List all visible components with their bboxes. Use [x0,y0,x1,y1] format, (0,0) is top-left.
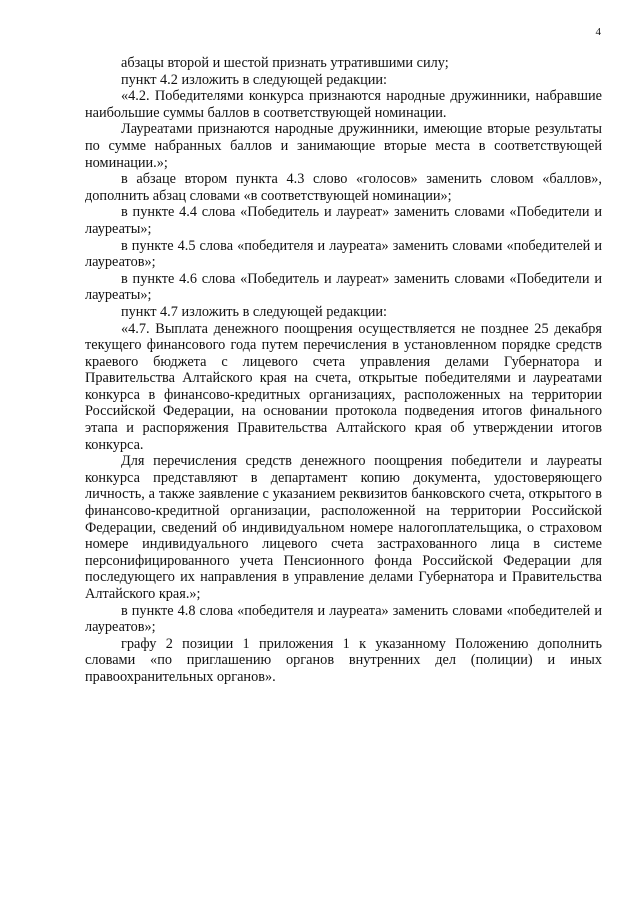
paragraph: пункт 4.2 изложить в следующей редакции: [121,71,388,88]
paragraph: «4.2. Победителями конкурса признаются народные дружинники, набравшие наибольшие суммы баллов в соответствующей номинации. [85,88,602,121]
paragraph: в пункте 4.5 слова «победителя и лауреата» заменить словами «победителей и лауреатов»; [85,237,602,271]
paragraph: «4.7. Выплата денежного поощрения осуществляется не позднее 25 декабря текущего финансового года путем перечисления в установленном порядке средств краевого бюджета с лицевого счета управления делами Губернатора и Правительства Алтайского края на счета, открытые победителями и лауреатами конкурса в финансово-кредитных организациях, расположенных на территории Российской Федерации, на основании протокола подведения итогов финального этапа и распоряжения Правительства Алтайского края об утверждении итогов конкурса. [85,320,602,453]
document-body [85,55,602,686]
paragraph: Для перечисления средств денежного поощрения победители и лауреаты конкурса представляют в департамент копию документа, удостоверяющего личность, а также заявление с указанием реквизитов банковского счета, открытого в финансово-кредитной организации, расположенной на территории Российской Федерации, сведений об индивидуальном номере налогоплательщика, о страховом номере индивидуального лицевого счета застрахованного лица в системе персонифицированного учета Пенсионного фонда Российской Федерации для последующего их направления в управление делами Губернатора и Правительства Алтайского края.»; [85,453,602,602]
paragraph: в пункте 4.6 слова «Победитель и лауреат» заменить словами «Победители и лауреаты»; [85,270,602,304]
page-number: 4 [595,26,601,38]
paragraph: Лауреатами признаются народные дружинники, имеющие вторые результаты по сумме набранных баллов и занимающие вторые места в соответствующей номинации.»; [85,121,602,171]
paragraph: в пункте 4.8 слова «победителя и лауреата» заменить словами «победителей и лауреатов»; [85,602,602,636]
paragraph: абзацы второй и шестой признать утратившими силу; [121,55,449,71]
paragraph: в пункте 4.4 слова «Победитель и лауреат» заменить словами «Победители и лауреаты»; [85,204,602,237]
paragraph: пункт 4.7 изложить в следующей редакции: [121,303,388,320]
paragraph: графу 2 позиции 1 приложения 1 к указанному Положению дополнить словами «по приглашению органов внутренних дел (полиции) и иных правоохранительных органов». [85,635,602,685]
paragraph: в абзаце втором пункта 4.3 слово «голосов» заменить словом «баллов», дополнить абзац словами «в соответствующей номинации»; [85,171,602,204]
